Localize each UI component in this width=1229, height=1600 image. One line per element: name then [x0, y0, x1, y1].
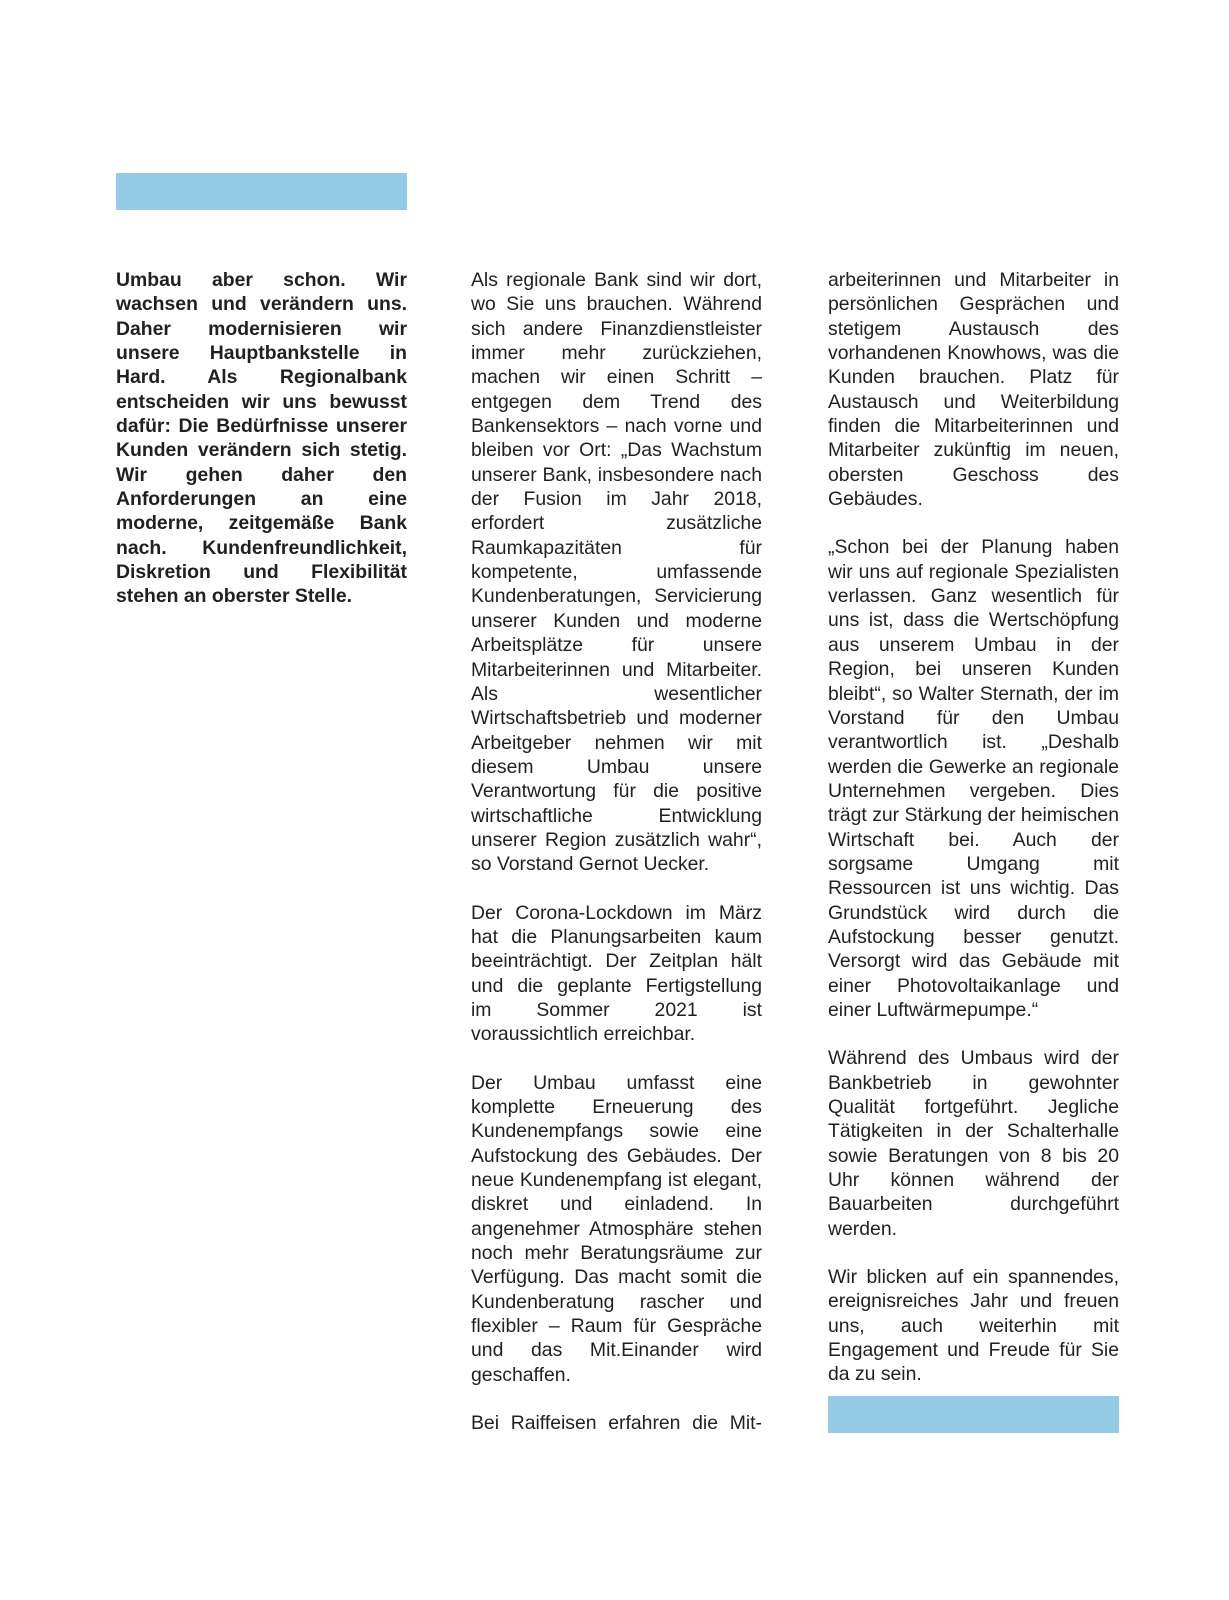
body-paragraph: Der Umbau umfasst eine komplette Erneuerung des Kundenempfangs sowie eine Aufstockung des Gebäudes. Der neue Kundenempfang ist elegant, diskret und einladend. In angenehmer Atmosphäre stehen noch mehr Beratungsräume zur Verfügung. Das macht somit die Kundenberatung rascher und flexibler – Raum für Gespräche und das Mit.Einander wird geschaffen.: [471, 1071, 762, 1386]
article-column-3: [828, 268, 1119, 1387]
body-paragraph: arbeiterinnen und Mitarbeiter in persönlichen Gesprächen und stetigem Austausch des vorhandenen Knowhows, was die Kunden brauchen. Platz für Austausch und Weiterbildung finden die Mitarbeiterinnen und Mitarbeiter zukünftig im neuen, obersten Geschoss des Gebäudes.: [828, 269, 1119, 511]
article-column-1: [116, 268, 407, 609]
body-paragraph: „Schon bei der Planung haben wir uns auf regionale Spezialisten verlassen. Ganz wesentlich für uns ist, dass die Wertschöpfung aus unserem Umbau in der Region, bei unseren Kunden bleibt“, so Walter Sternath, der im Vorstand für den Umbau verantwortlich ist. „Deshalb werden die Gewerke an regionale Unternehmen vergeben. Dies trägt zur Stärkung der heimischen Wirtschaft bei. Auch der sorgsame Umgang mit Ressourcen ist uns wichtig. Das Grundstück wird durch die Aufstockung besser genutzt. Versorgt wird das Gebäude mit einer Photovoltaikanlage und einer Luftwärmepumpe.“: [828, 536, 1120, 1021]
body-paragraph: Wir blicken auf ein spannendes, ereignisreiches Jahr und freuen uns, auch weiterhin mit Engagement und Freude für Sie da zu sein.: [828, 1266, 1119, 1386]
intro-paragraph: Umbau aber schon. Wir wachsen und verändern uns. Daher modernisieren wir unsere Hauptbankstelle in Hard. Als Regionalbank entscheiden wir uns bewusst dafür: Die Bedürfnisse unserer Kunden verändern sich stetig. Wir gehen daher den Anforderungen an eine moderne, zeitgemäße Bank nach. Kundenfreundlichkeit, Diskretion und Flexibilität stehen an oberster Stelle.: [116, 269, 407, 608]
accent-bar-top: [116, 173, 407, 210]
body-paragraph: Der Corona-Lockdown im März hat die Planungsarbeiten kaum beeinträchtigt. Der Zeitplan hält und die geplante Fertigstellung im Sommer 2021 ist voraussichtlich erreichbar.: [471, 901, 762, 1046]
accent-bar-bottom: [828, 1396, 1119, 1433]
body-paragraph: Während des Umbaus wird der Bankbetrieb in gewohnter Qualität fortgeführt. Jegliche Tätigkeiten in der Schalterhalle sowie Beratungen von 8 bis 20 Uhr können während der Bauarbeiten durchgeführt werden.: [828, 1047, 1119, 1240]
body-paragraph: Als regionale Bank sind wir dort, wo Sie uns brauchen. Während sich andere Finanzdienstleister immer mehr zurückziehen, machen wir einen Schritt – entgegen dem Trend des Bankensektors – nach vorne und bleiben vor Ort: „Das Wachstum unserer Bank, insbesondere nach der Fusion im Jahr 2018, erfordert zusätzliche Raumkapazitäten für kompetente, umfassende Kundenberatungen, Servicierung unserer Kunden und moderne Arbeitsplätze für unsere Mitarbeiterinnen und Mitarbeiter. Als wesentlicher Wirtschaftsbetrieb und moderner Arbeitgeber nehmen wir mit diesem Umbau unsere Verantwortung für die positive wirtschaftliche Entwicklung unserer Region zusätzlich wahr“, so Vorstand Gernot Uecker.: [471, 269, 762, 876]
body-paragraph: Bei Raiffeisen erfahren die Mit-: [471, 1412, 762, 1435]
article-column-2: [471, 268, 762, 1435]
